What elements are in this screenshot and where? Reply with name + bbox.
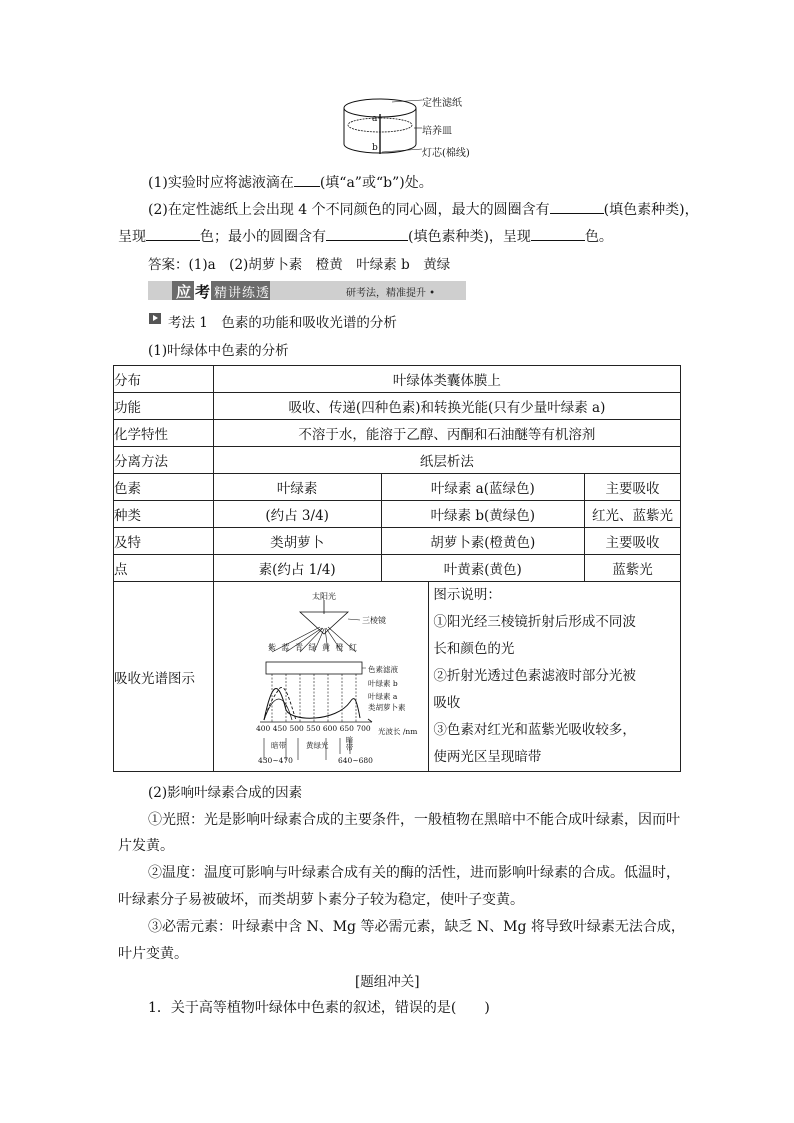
row-label: 色素 bbox=[114, 474, 214, 501]
banner-subtitle: 研考法，精准提升 • bbox=[346, 288, 436, 299]
cell-car-1: 类胡萝卜 bbox=[213, 528, 381, 555]
diag-dark2: 暗带 bbox=[345, 736, 354, 751]
para-temp-1: ②温度：温度可影响与叶绿素合成有关的酶的活性，进而影响叶绿素的合成。低温时， bbox=[148, 865, 680, 881]
subheading-1: (1)叶绿体中色素的分析 bbox=[148, 343, 289, 359]
para-light-2: 片发黄。 bbox=[118, 838, 174, 854]
section-banner bbox=[148, 281, 466, 300]
notes-line: 使两光区呈现暗带 bbox=[433, 749, 542, 765]
question-1: (1)实验时应将滤液滴在 (填“a”或“b”)处。 bbox=[148, 175, 433, 191]
row-label: 分离方法 bbox=[114, 447, 214, 474]
diag-dark2-range: 640~680 bbox=[338, 756, 373, 765]
notes-line: ③色素对红光和蓝紫光吸收较多， bbox=[433, 722, 636, 738]
row-value: 纸层析法 bbox=[213, 447, 680, 474]
para-elem-1: ③必需元素：叶绿素中含 N、Mg 等必需元素，缺乏 N、Mg 将导致叶绿素无法合成， bbox=[148, 919, 685, 935]
para-light-1: ①光照：光是影响叶绿素合成的主要条件，一般植物在黑暗中不能合成叶绿素，因而叶 bbox=[148, 812, 680, 828]
row-label: 种类 bbox=[114, 501, 214, 528]
row-label: 化学特性 bbox=[114, 420, 214, 447]
notes-line: 长和颜色的光 bbox=[433, 641, 515, 657]
banner-ying: 应 bbox=[176, 283, 192, 301]
cell-chl-2: (约占 3/4) bbox=[213, 501, 381, 528]
absorption-spectrum-diagram bbox=[240, 592, 440, 772]
diag-axis-label: 光波长 /nm bbox=[378, 727, 418, 736]
row-value: 吸收、传递(四种色素)和转换光能(只有少量叶绿素 a) bbox=[213, 393, 680, 420]
cell-chl-1: 叶绿素 bbox=[213, 474, 381, 501]
question-2-line2: 呈现 色；最小的圆圈含有 (填色素种类)，呈现 色。 bbox=[118, 229, 613, 245]
row-value: 叶绿体类囊体膜上 bbox=[213, 366, 680, 393]
diag-chlb: 叶绿素 b bbox=[368, 679, 398, 688]
diag-colors: 紫蓝青绿黄橙红 bbox=[268, 643, 363, 652]
para-temp-2: 叶绿素分子易被破坏，而类胡萝卜素分子较为稳定，使叶子变黄。 bbox=[118, 892, 524, 908]
group-title: [题组冲关] bbox=[355, 974, 420, 990]
row-label: 吸收光谱图示 bbox=[114, 582, 214, 772]
para-elem-2: 叶片变黄。 bbox=[118, 946, 188, 962]
play-icon bbox=[149, 313, 161, 324]
cell-chl-abs1: 主要吸收 bbox=[585, 474, 681, 501]
cell-car-2: 素(约占 1/4) bbox=[213, 555, 381, 582]
method-title: 考法 1 色素的功能和吸收光谱的分析 bbox=[168, 315, 397, 331]
row-value: 不溶于水，能溶于乙醇、丙酮和石油醚等有机溶剂 bbox=[213, 420, 680, 447]
diag-ticks: 400 450 500 550 600 650 700 bbox=[256, 724, 371, 733]
notes-cell bbox=[429, 582, 681, 772]
cell-chlb: 叶绿素 b(黄绿色) bbox=[381, 501, 585, 528]
row-label: 功能 bbox=[114, 393, 214, 420]
notes-line: ①阳光经三棱镜折射后形成不同波 bbox=[433, 614, 636, 630]
row-label: 及特 bbox=[114, 528, 214, 555]
callout-petri-dish: 培养皿 bbox=[422, 126, 452, 137]
banner-kao: 考 bbox=[195, 283, 211, 301]
cell-caro: 胡萝卜素(橙黄色) bbox=[381, 528, 585, 555]
cell-chla: 叶绿素 a(蓝绿色) bbox=[381, 474, 585, 501]
callout-wick: 灯芯(棉线) bbox=[422, 148, 470, 159]
diag-sunlight: 太阳光 bbox=[312, 592, 336, 601]
diag-yg: 黄绿光 bbox=[306, 741, 329, 750]
diag-filter: 色素滤液 bbox=[368, 665, 398, 674]
question-last: 1．关于高等植物叶绿体中色素的叙述，错误的是( ) bbox=[148, 1000, 490, 1016]
notes-line: 图示说明： bbox=[433, 587, 501, 603]
notes-line: ②折射光透过色素滤液时部分光被 bbox=[433, 668, 636, 684]
question-2-line1: (2)在定性滤纸上会出现 4 个不同颜色的同心圆，最大的圆圈含有 (填色素种类)， bbox=[148, 202, 699, 218]
cell-car-abs1: 主要吸收 bbox=[585, 528, 681, 555]
label-b: b bbox=[372, 143, 378, 153]
diag-dark1: 暗带 bbox=[271, 741, 286, 750]
row-label: 分布 bbox=[114, 366, 214, 393]
callout-filter-paper: 定性滤纸 bbox=[422, 98, 462, 109]
cell-chl-abs2: 红光、蓝紫光 bbox=[585, 501, 681, 528]
answer-line: 答案：(1)a (2)胡萝卜素 橙黄 叶绿素 b 黄绿 bbox=[148, 257, 451, 273]
cell-car-abs2: 蓝紫光 bbox=[585, 555, 681, 582]
subheading-2: (2)影响叶绿素合成的因素 bbox=[148, 785, 303, 801]
notes-line: 吸收 bbox=[433, 695, 461, 711]
diag-dark1-range: 430~470 bbox=[258, 756, 293, 765]
label-a: a bbox=[372, 114, 378, 124]
diag-caro: 类胡萝卜素 bbox=[368, 703, 406, 712]
banner-title: 精讲练透 bbox=[214, 286, 271, 301]
diag-prism: 三棱镜 bbox=[362, 616, 386, 625]
diag-chla: 叶绿素 a bbox=[368, 692, 398, 701]
row-label: 点 bbox=[114, 555, 214, 582]
cell-xanth: 叶黄素(黄色) bbox=[381, 555, 585, 582]
